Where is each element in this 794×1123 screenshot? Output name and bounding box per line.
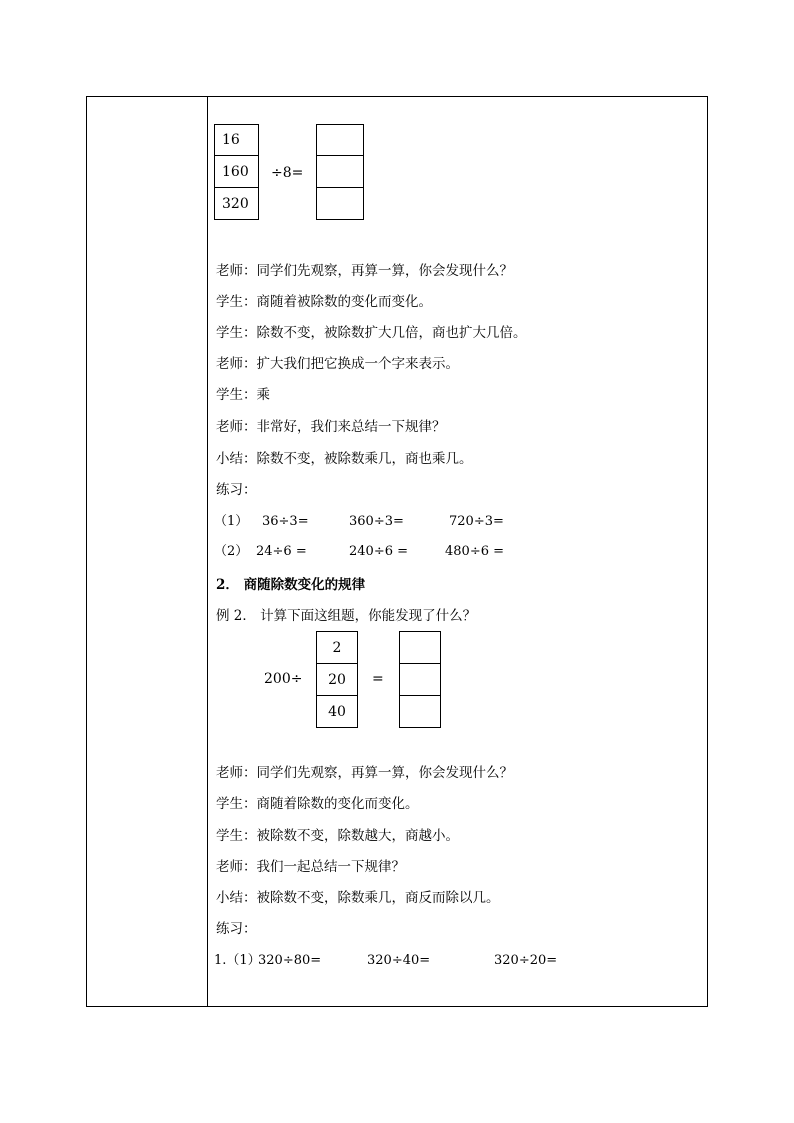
equals-sign: = bbox=[372, 671, 384, 687]
summary-line: 小结：除数不变，被除数乘几，商也乘几。 bbox=[216, 451, 473, 467]
example-prompt: 例 2． 计算下面这组题，你能发现了什么？ bbox=[216, 608, 477, 624]
dividend-cell: 16 bbox=[214, 124, 259, 156]
answer-cell[interactable] bbox=[399, 695, 441, 728]
dialogue-line: 学生：乘 bbox=[216, 387, 270, 403]
dialogue-line: 老师：同学们先观察，再算一算，你会发现什么？ bbox=[216, 263, 513, 279]
dialogue-line: 老师：扩大我们把它换成一个字来表示。 bbox=[216, 356, 459, 372]
practice-number: 1.（1） bbox=[214, 953, 261, 968]
dividend-cell: 320 bbox=[214, 187, 259, 220]
divisor-cell: 20 bbox=[316, 663, 358, 696]
practice-label: 练习： bbox=[216, 921, 257, 937]
answer-cell[interactable] bbox=[316, 187, 364, 220]
summary-line: 小结：被除数不变，除数乘几，商反而除以几。 bbox=[216, 890, 500, 906]
practice-item: 320÷20= bbox=[494, 953, 558, 968]
practice-item: 320÷40= bbox=[367, 953, 431, 968]
section-heading: 2． 商随除数变化的规律 bbox=[216, 577, 366, 593]
practice-label: 练习： bbox=[216, 482, 257, 498]
dialogue-line: 学生：被除数不变，除数越大，商越小。 bbox=[216, 828, 459, 844]
answer-cell[interactable] bbox=[399, 663, 441, 696]
table-column-divider bbox=[207, 96, 208, 1007]
practice-item: 720÷3= bbox=[449, 514, 504, 529]
practice-item: 480÷6 = bbox=[445, 544, 505, 559]
dividend-200-label: 200÷ bbox=[264, 671, 303, 687]
dialogue-line: 老师：非常好，我们来总结一下规律？ bbox=[216, 419, 446, 435]
practice-number: （2） bbox=[214, 544, 249, 559]
divisor-cell: 40 bbox=[316, 695, 358, 728]
divide-by-8-operator: ÷8= bbox=[271, 165, 304, 181]
practice-item: 240÷6 = bbox=[349, 544, 409, 559]
answer-cell[interactable] bbox=[316, 124, 364, 156]
answer-cell[interactable] bbox=[399, 631, 441, 664]
dialogue-line: 老师：同学们先观察，再算一算，你会发现什么？ bbox=[216, 765, 513, 781]
practice-item: 24÷6 = bbox=[256, 544, 307, 559]
practice-item: 320÷80= bbox=[258, 953, 322, 968]
practice-item: 36÷3= bbox=[262, 514, 309, 529]
dialogue-line: 学生：除数不变，被除数扩大几倍，商也扩大几倍。 bbox=[216, 325, 527, 341]
dialogue-line: 学生：商随着除数的变化而变化。 bbox=[216, 796, 419, 812]
dividend-cell: 160 bbox=[214, 155, 259, 188]
dialogue-line: 老师：我们一起总结一下规律？ bbox=[216, 859, 405, 875]
divisor-cell: 2 bbox=[316, 631, 358, 664]
dialogue-line: 学生：商随着被除数的变化而变化。 bbox=[216, 294, 432, 310]
practice-number: （1） bbox=[214, 514, 249, 529]
answer-cell[interactable] bbox=[316, 155, 364, 188]
practice-item: 360÷3= bbox=[349, 514, 404, 529]
